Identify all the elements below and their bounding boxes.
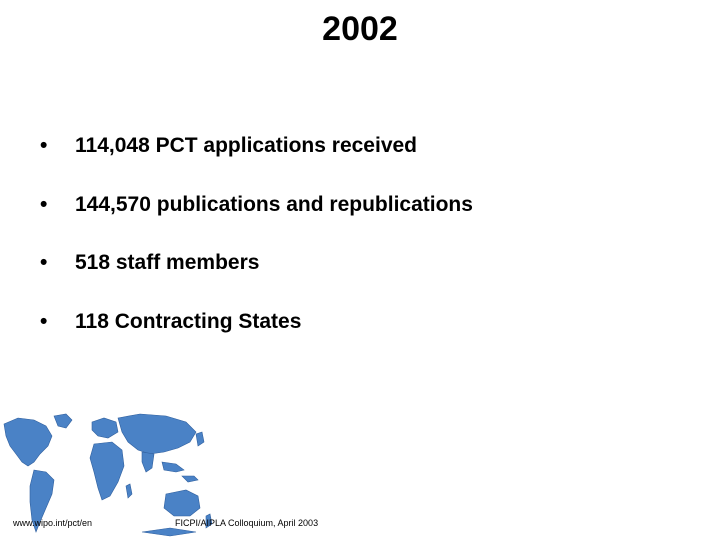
slide-title: 2002: [322, 10, 398, 48]
bullet-glyph: •: [40, 251, 48, 275]
bullet-glyph: •: [40, 134, 48, 158]
bullet-item: [40, 176, 473, 235]
bullet-item: [40, 234, 473, 293]
bullet-item: [40, 293, 473, 352]
bullet-glyph: •: [40, 309, 48, 333]
bullet-text: 144,570 publications and republications: [75, 192, 473, 216]
bullet-item: [40, 117, 473, 176]
bullet-text: 118 Contracting States: [75, 309, 302, 333]
bullet-glyph: •: [40, 192, 48, 216]
footer-event: FICPI/AIPLA Colloquium, April 2003: [175, 518, 319, 528]
footer-url: www.wipo.int/pct/en: [13, 518, 93, 528]
bullet-list: [40, 117, 473, 351]
bullet-text: 518 staff members: [75, 251, 260, 275]
bullet-text: 114,048 PCT applications received: [75, 134, 418, 158]
